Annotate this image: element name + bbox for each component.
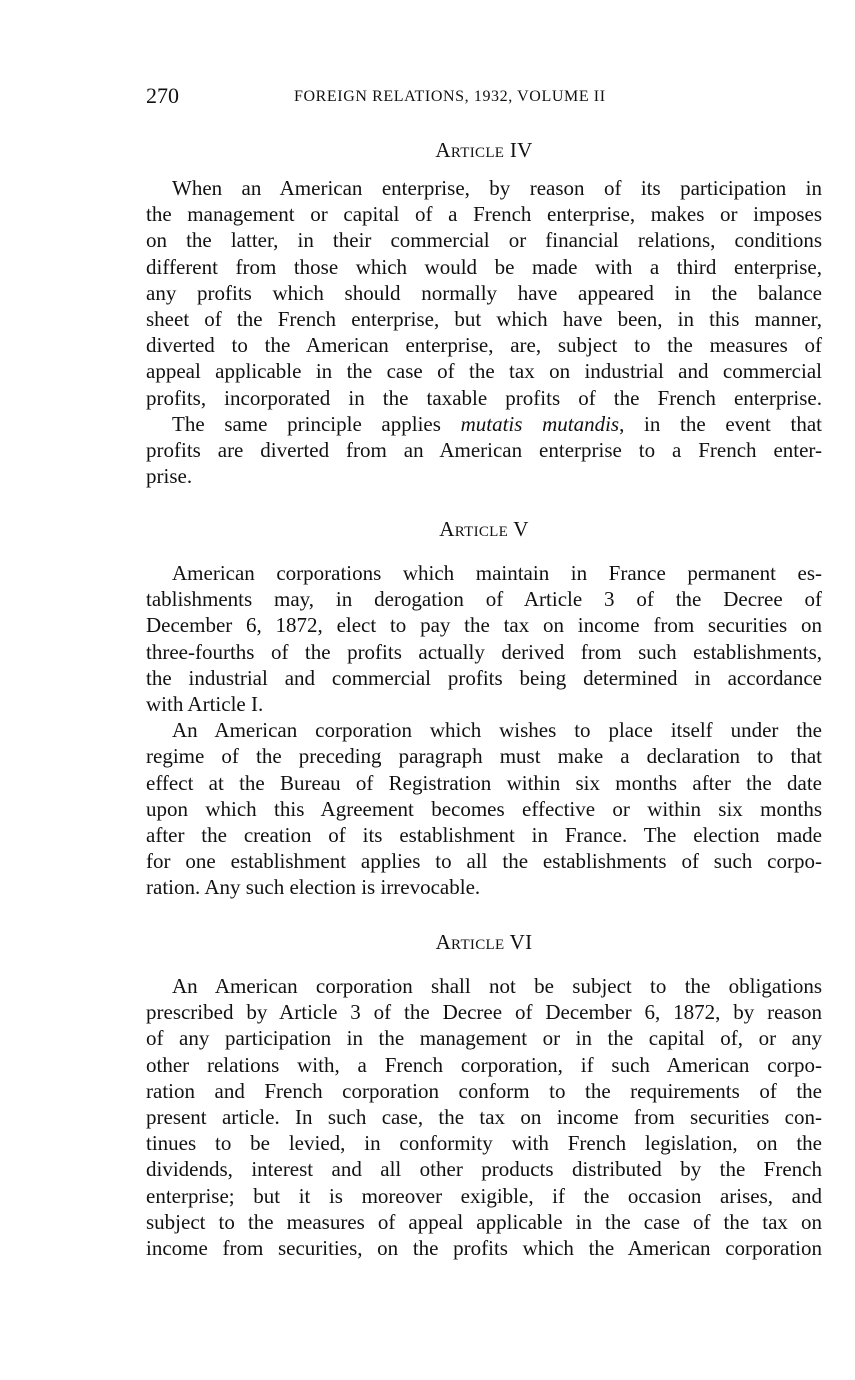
text-line: prise. [146, 464, 193, 489]
text-line: after the creation of its establishment in France. The election made [146, 822, 822, 847]
article-iv-body [146, 175, 822, 489]
text-run: The same principle applies [172, 411, 461, 436]
text-line [146, 411, 822, 437]
text-line: on the latter, in their commercial or financial relations, conditions [146, 228, 822, 253]
text-line: enterprise; but it is moreover exigible, if the occasion arises, and [146, 1183, 822, 1208]
text-line: regime of the preceding paragraph must make a declaration to that [146, 744, 822, 769]
text-line: income from securities, on the profits which the American corporation [146, 1235, 822, 1260]
text-line: prescribed by Article 3 of the Decree of December 6, 1872, by reason [146, 1000, 822, 1025]
text-line: three-fourths of the profits actually derived from such establishments, [146, 639, 822, 664]
text-line: profits, incorporated in the taxable profits of the French enterprise. [146, 385, 822, 410]
text-line: tablishments may, in derogation of Article 3 of the Decree of [146, 587, 822, 612]
text-line: sheet of the French enterprise, but which have been, in this manner, [146, 306, 822, 331]
text-line: When an American enterprise, by reason of its participation in [172, 176, 822, 200]
text-line: ration and French corporation conform to the requirements of the [146, 1078, 822, 1103]
text-line: for one establishment applies to all the establishments of such corpo- [146, 849, 822, 874]
article-iv-heading: Article IV [435, 138, 533, 162]
text-line: with Article I. [146, 691, 264, 716]
text-line: appeal applicable in the case of the tax on industrial and commercial [146, 359, 822, 384]
text-line: present article. In such case, the tax on income from securities con- [146, 1104, 822, 1129]
article-v-heading: Article V [439, 517, 529, 541]
text-line: the management or capital of a French enterprise, makes or imposes [146, 202, 822, 227]
text-line: ration. Any such election is irrevocable. [146, 875, 481, 900]
page-number: 270 [146, 83, 179, 108]
text-line: profits are diverted from an American enterprise to a French enter- [146, 437, 822, 462]
text-line: other relations with, a French corporation, if such American corpo- [146, 1052, 822, 1077]
text-line: An American corporation which wishes to place itself under the [172, 718, 822, 743]
italic-phrase: mutatis mutandis [460, 411, 620, 436]
article-vi-heading: Article VI [435, 930, 533, 954]
text-line: different from those which would be made with a third enterprise, [146, 254, 822, 279]
article-vi-body [146, 973, 822, 1261]
text-run: , in the event that [619, 411, 822, 436]
article-v-body [146, 560, 822, 900]
text-line: dividends, interest and all other products distributed by the French [146, 1157, 822, 1182]
text-line: subject to the measures of appeal applicable in the case of the tax on [146, 1209, 822, 1234]
text-line: December 6, 1872, elect to pay the tax on income from securities on [146, 613, 822, 638]
text-line: diverted to the American enterprise, are, subject to the measures of [146, 333, 822, 358]
text-line: the industrial and commercial profits being determined in accordance [146, 665, 822, 690]
text-line: tinues to be levied, in conformity with French legislation, on the [146, 1131, 822, 1156]
text-line: upon which this Agreement becomes effective or within six months [146, 796, 822, 821]
text-line: effect at the Bureau of Registration within six months after the date [146, 770, 822, 795]
text-line: any profits which should normally have appeared in the balance [146, 280, 822, 305]
text-line: An American corporation shall not be subject to the obligations [172, 974, 822, 998]
text-line: of any participation in the management or in the capital of, or any [146, 1026, 822, 1051]
text-line: American corporations which maintain in France permanent es- [172, 561, 822, 585]
running-head [146, 82, 822, 110]
running-title: FOREIGN RELATIONS, 1932, VOLUME II [294, 88, 606, 105]
